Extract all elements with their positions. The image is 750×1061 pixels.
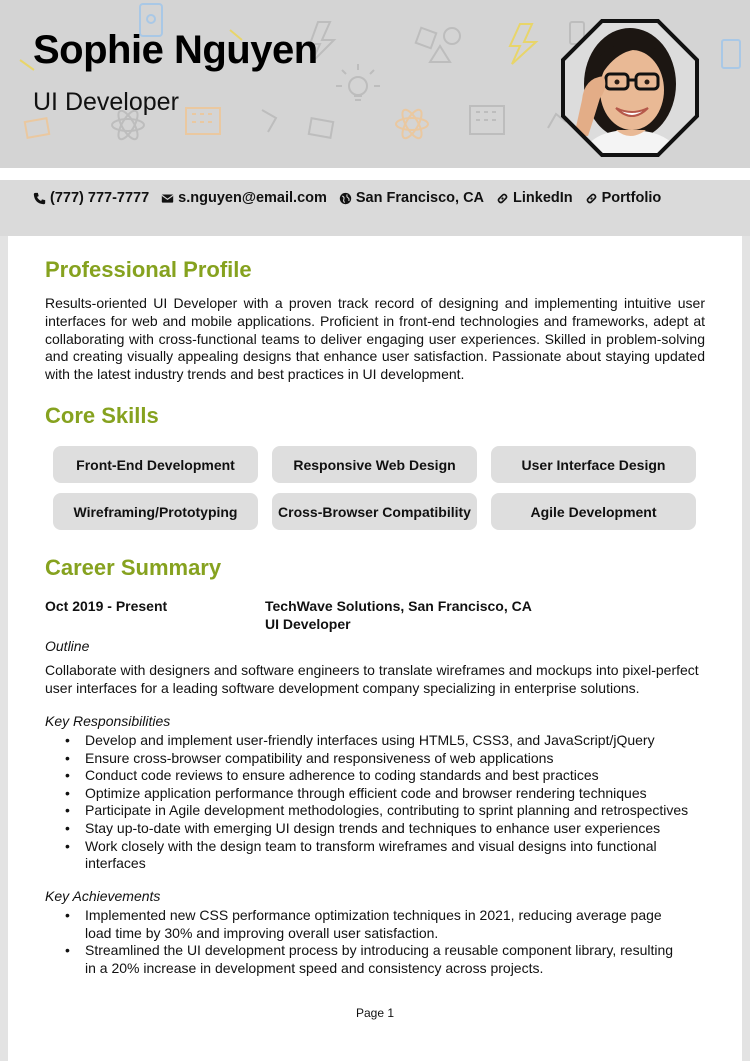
list-item: • Work closely with the design team to transform wireframes and visual designs into functional interfaces <box>65 838 705 873</box>
job-company: TechWave Solutions, San Francisco, CA <box>265 598 532 614</box>
contact-bar <box>0 180 750 236</box>
profile-text: Results-oriented UI Developer with a proven track record of designing and implementing intuitive user interfaces for web and mobile applications. Proficient in front-end technologies and frameworks, adept at collaborating with cross-functional teams to deliver engaging user experiences. Skilled in problem-solving and creating visually appealing designs that enhance user satisfaction. Passionate about staying updated with the latest industry trends and best practices in UI development. <box>45 295 705 383</box>
page-number: Page 1 <box>355 1006 395 1020</box>
skill-chip: Wireframing/Prototyping <box>53 493 258 530</box>
link-icon <box>585 192 598 205</box>
job-role: UI Developer <box>265 616 351 632</box>
list-item: • Develop and implement user-friendly interfaces using HTML5, CSS3, and JavaScript/jQuery <box>65 732 705 750</box>
globe-icon <box>339 192 352 205</box>
skill-chip: Agile Development <box>491 493 696 530</box>
profile-photo <box>560 18 700 158</box>
contact-phone[interactable] <box>33 190 149 206</box>
achievements-list <box>65 907 685 977</box>
phone-text: (777) 777-7777 <box>50 190 150 206</box>
contact-linkedin[interactable] <box>496 190 573 206</box>
skills-grid <box>53 446 698 530</box>
list-item: • Implemented new CSS performance optimization techniques in 2021, reducing average page load time by 30% and improving overall user satisfaction. <box>65 907 685 942</box>
list-item: • Participate in Agile development methodologies, contributing to sprint planning and retrospectives <box>65 802 705 820</box>
list-item: • Optimize application performance through efficient code and browser rendering techniques <box>65 785 705 803</box>
outline-label: Outline <box>45 638 90 654</box>
contact-list <box>33 190 661 206</box>
list-item: • Stay up-to-date with emerging UI design trends and techniques to enhance user experiences <box>65 820 705 838</box>
link-icon <box>496 192 509 205</box>
profile-heading: Professional Profile <box>45 257 252 282</box>
candidate-name: Sophie Nguyen <box>33 28 318 72</box>
skill-chip: Cross-Browser Compatibility <box>272 493 477 530</box>
portfolio-text: Portfolio <box>601 190 662 206</box>
phone-icon <box>33 192 46 205</box>
email-text: s.nguyen@email.com <box>178 190 327 206</box>
achievements-label: Key Achievements <box>45 888 161 904</box>
responsibilities-list <box>65 732 705 873</box>
candidate-title: UI Developer <box>33 88 179 116</box>
skills-heading: Core Skills <box>45 403 159 428</box>
resume-body <box>8 236 742 1061</box>
header-divider <box>0 168 750 180</box>
list-item: • Streamlined the UI development process by introducing a reusable component library, resulting in a 20% increase in development speed and consistency across projects. <box>65 942 685 977</box>
resume-header <box>0 0 750 168</box>
envelope-icon <box>161 192 174 205</box>
contact-location <box>339 190 484 206</box>
skill-chip: Front-End Development <box>53 446 258 483</box>
job-dates: Oct 2019 - Present <box>45 598 168 614</box>
contact-email[interactable] <box>161 190 327 206</box>
skill-chip: Responsive Web Design <box>272 446 477 483</box>
linkedin-text: LinkedIn <box>513 190 573 206</box>
location-text: San Francisco, CA <box>355 190 485 206</box>
list-item: • Ensure cross-browser compatibility and responsiveness of web applications <box>65 750 705 768</box>
skill-chip: User Interface Design <box>491 446 696 483</box>
list-item: • Conduct code reviews to ensure adherence to coding standards and best practices <box>65 767 705 785</box>
outline-text: Collaborate with designers and software engineers to translate wireframes and mockups into pixel-perfect user interfaces for a leading software development company specializing in enterprise solutions. <box>45 662 699 696</box>
responsibilities-label: Key Responsibilities <box>45 713 171 729</box>
contact-portfolio[interactable] <box>585 190 662 206</box>
career-heading: Career Summary <box>45 555 222 580</box>
